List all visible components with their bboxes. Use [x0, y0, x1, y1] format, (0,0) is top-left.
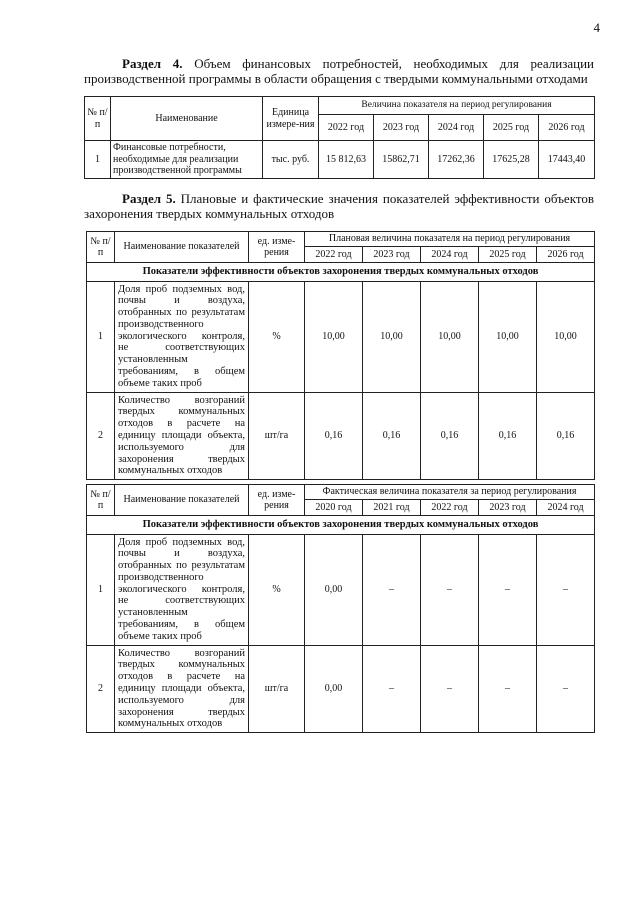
- cell-value: –: [363, 534, 421, 645]
- fact-indicators-table: [86, 484, 595, 733]
- row-number: 1: [87, 534, 115, 645]
- row-name: Количество возгораний твердых коммунальных отходов в расчете на единицу площади объекта, используемого для захоронения твердых коммунальных отходов: [115, 645, 249, 733]
- row-unit: %: [249, 534, 305, 645]
- cell-value: 10,00: [363, 281, 421, 392]
- section-4-heading: [84, 56, 594, 86]
- section-5-prefix: Раздел 5.: [122, 191, 176, 206]
- cell-value: –: [363, 645, 421, 733]
- column-header-number: № п/ п: [85, 97, 111, 141]
- column-header-group: Фактическая величина показателя за период регулирования: [305, 485, 595, 500]
- column-header-year: 2024 год: [429, 115, 484, 141]
- row-unit: шт/га: [249, 645, 305, 733]
- cell-value: 0,16: [479, 392, 537, 480]
- column-header-group: Плановая величина показателя на период регулирования: [305, 232, 595, 247]
- row-unit: %: [249, 281, 305, 392]
- column-header-year: 2021 год: [363, 500, 421, 516]
- column-header-number: № п/п: [87, 485, 115, 516]
- row-number: 1: [85, 141, 111, 179]
- column-header-group: Величина показателя на период регулирования: [319, 97, 595, 115]
- row-name: Финансовые потребности, необходимые для реализации производственной программы: [111, 141, 263, 179]
- cell-value: 0,16: [537, 392, 595, 480]
- column-header-year: 2026 год: [537, 247, 595, 263]
- column-header-year: 2022 год: [421, 500, 479, 516]
- plan-indicators-table: [86, 231, 595, 480]
- cell-value: –: [421, 645, 479, 733]
- column-header-number: № п/п: [87, 232, 115, 263]
- cell-value: –: [421, 534, 479, 645]
- column-header-unit: Единица измере-ния: [263, 97, 319, 141]
- financial-needs-table: [84, 96, 595, 179]
- cell-value: 0,16: [421, 392, 479, 480]
- column-header-year: 2024 год: [537, 500, 595, 516]
- cell-value: 10,00: [537, 281, 595, 392]
- row-number: 2: [87, 645, 115, 733]
- row-name: Доля проб подземных вод, почвы и воздуха, отобранных по результатам производственного экологического контроля, не соответствующих установленным требованиям, в общем объеме таких проб: [115, 534, 249, 645]
- row-number: 2: [87, 392, 115, 480]
- column-header-year: 2025 год: [484, 115, 539, 141]
- cell-value: 17625,28: [484, 141, 539, 179]
- cell-value: 15862,71: [374, 141, 429, 179]
- section-4-title: Объем финансовых потребностей, необходимых для реализации производственной программы в области обращения с твердыми коммунальными отходами: [84, 56, 595, 86]
- cell-value: 0,00: [305, 645, 363, 733]
- row-name: Количество возгораний твердых коммунальных отходов в расчете на единицу площади объекта, используемого для захоронения твердых коммунальных отходов: [115, 392, 249, 480]
- column-header-year: 2023 год: [374, 115, 429, 141]
- column-header-year: 2023 год: [363, 247, 421, 263]
- table-row: [87, 645, 595, 733]
- column-header-year: 2023 год: [479, 500, 537, 516]
- cell-value: 15 812,63: [319, 141, 374, 179]
- cell-value: –: [479, 534, 537, 645]
- cell-value: 17443,40: [539, 141, 595, 179]
- section-5-heading: [84, 191, 594, 221]
- column-header-name: Наименование показателей: [115, 232, 249, 263]
- cell-value: 17262,36: [429, 141, 484, 179]
- cell-value: –: [537, 534, 595, 645]
- table-row: [85, 141, 595, 179]
- table-row: [87, 534, 595, 645]
- column-header-name: Наименование показателей: [115, 485, 249, 516]
- row-unit: шт/га: [249, 392, 305, 480]
- row-name: Доля проб подземных вод, почвы и воздуха, отобранных по результатам производственного экологического контроля, не соответствующих установленным требованиям, в общем объеме таких проб: [115, 281, 249, 392]
- column-header-year: 2022 год: [305, 247, 363, 263]
- column-header-year: 2020 год: [305, 500, 363, 516]
- column-header-name: Наименование: [111, 97, 263, 141]
- table-subheader: Показатели эффективности объектов захоронения твердых коммунальных отходов: [87, 516, 595, 535]
- section-5-title: Плановые и фактические значения показателей эффективности объектов захоронения твердых коммунальных отходов: [84, 191, 594, 221]
- table-subheader: Показатели эффективности объектов захоронения твердых коммунальных отходов: [87, 263, 595, 282]
- table-row: [87, 392, 595, 480]
- cell-value: 0,16: [305, 392, 363, 480]
- column-header-unit: ед. изме-рения: [249, 232, 305, 263]
- column-header-year: 2026 год: [539, 115, 595, 141]
- table-row: [87, 281, 595, 392]
- section-4-prefix: Раздел 4.: [122, 56, 183, 71]
- column-header-year: 2025 год: [479, 247, 537, 263]
- column-header-year: 2022 год: [319, 115, 374, 141]
- row-unit: тыс. руб.: [263, 141, 319, 179]
- cell-value: –: [537, 645, 595, 733]
- cell-value: –: [479, 645, 537, 733]
- column-header-year: 2024 год: [421, 247, 479, 263]
- cell-value: 0,16: [363, 392, 421, 480]
- cell-value: 10,00: [305, 281, 363, 392]
- cell-value: 10,00: [421, 281, 479, 392]
- page-number: 4: [593, 20, 600, 35]
- cell-value: 0,00: [305, 534, 363, 645]
- cell-value: 10,00: [479, 281, 537, 392]
- row-number: 1: [87, 281, 115, 392]
- column-header-unit: ед. изме-рения: [249, 485, 305, 516]
